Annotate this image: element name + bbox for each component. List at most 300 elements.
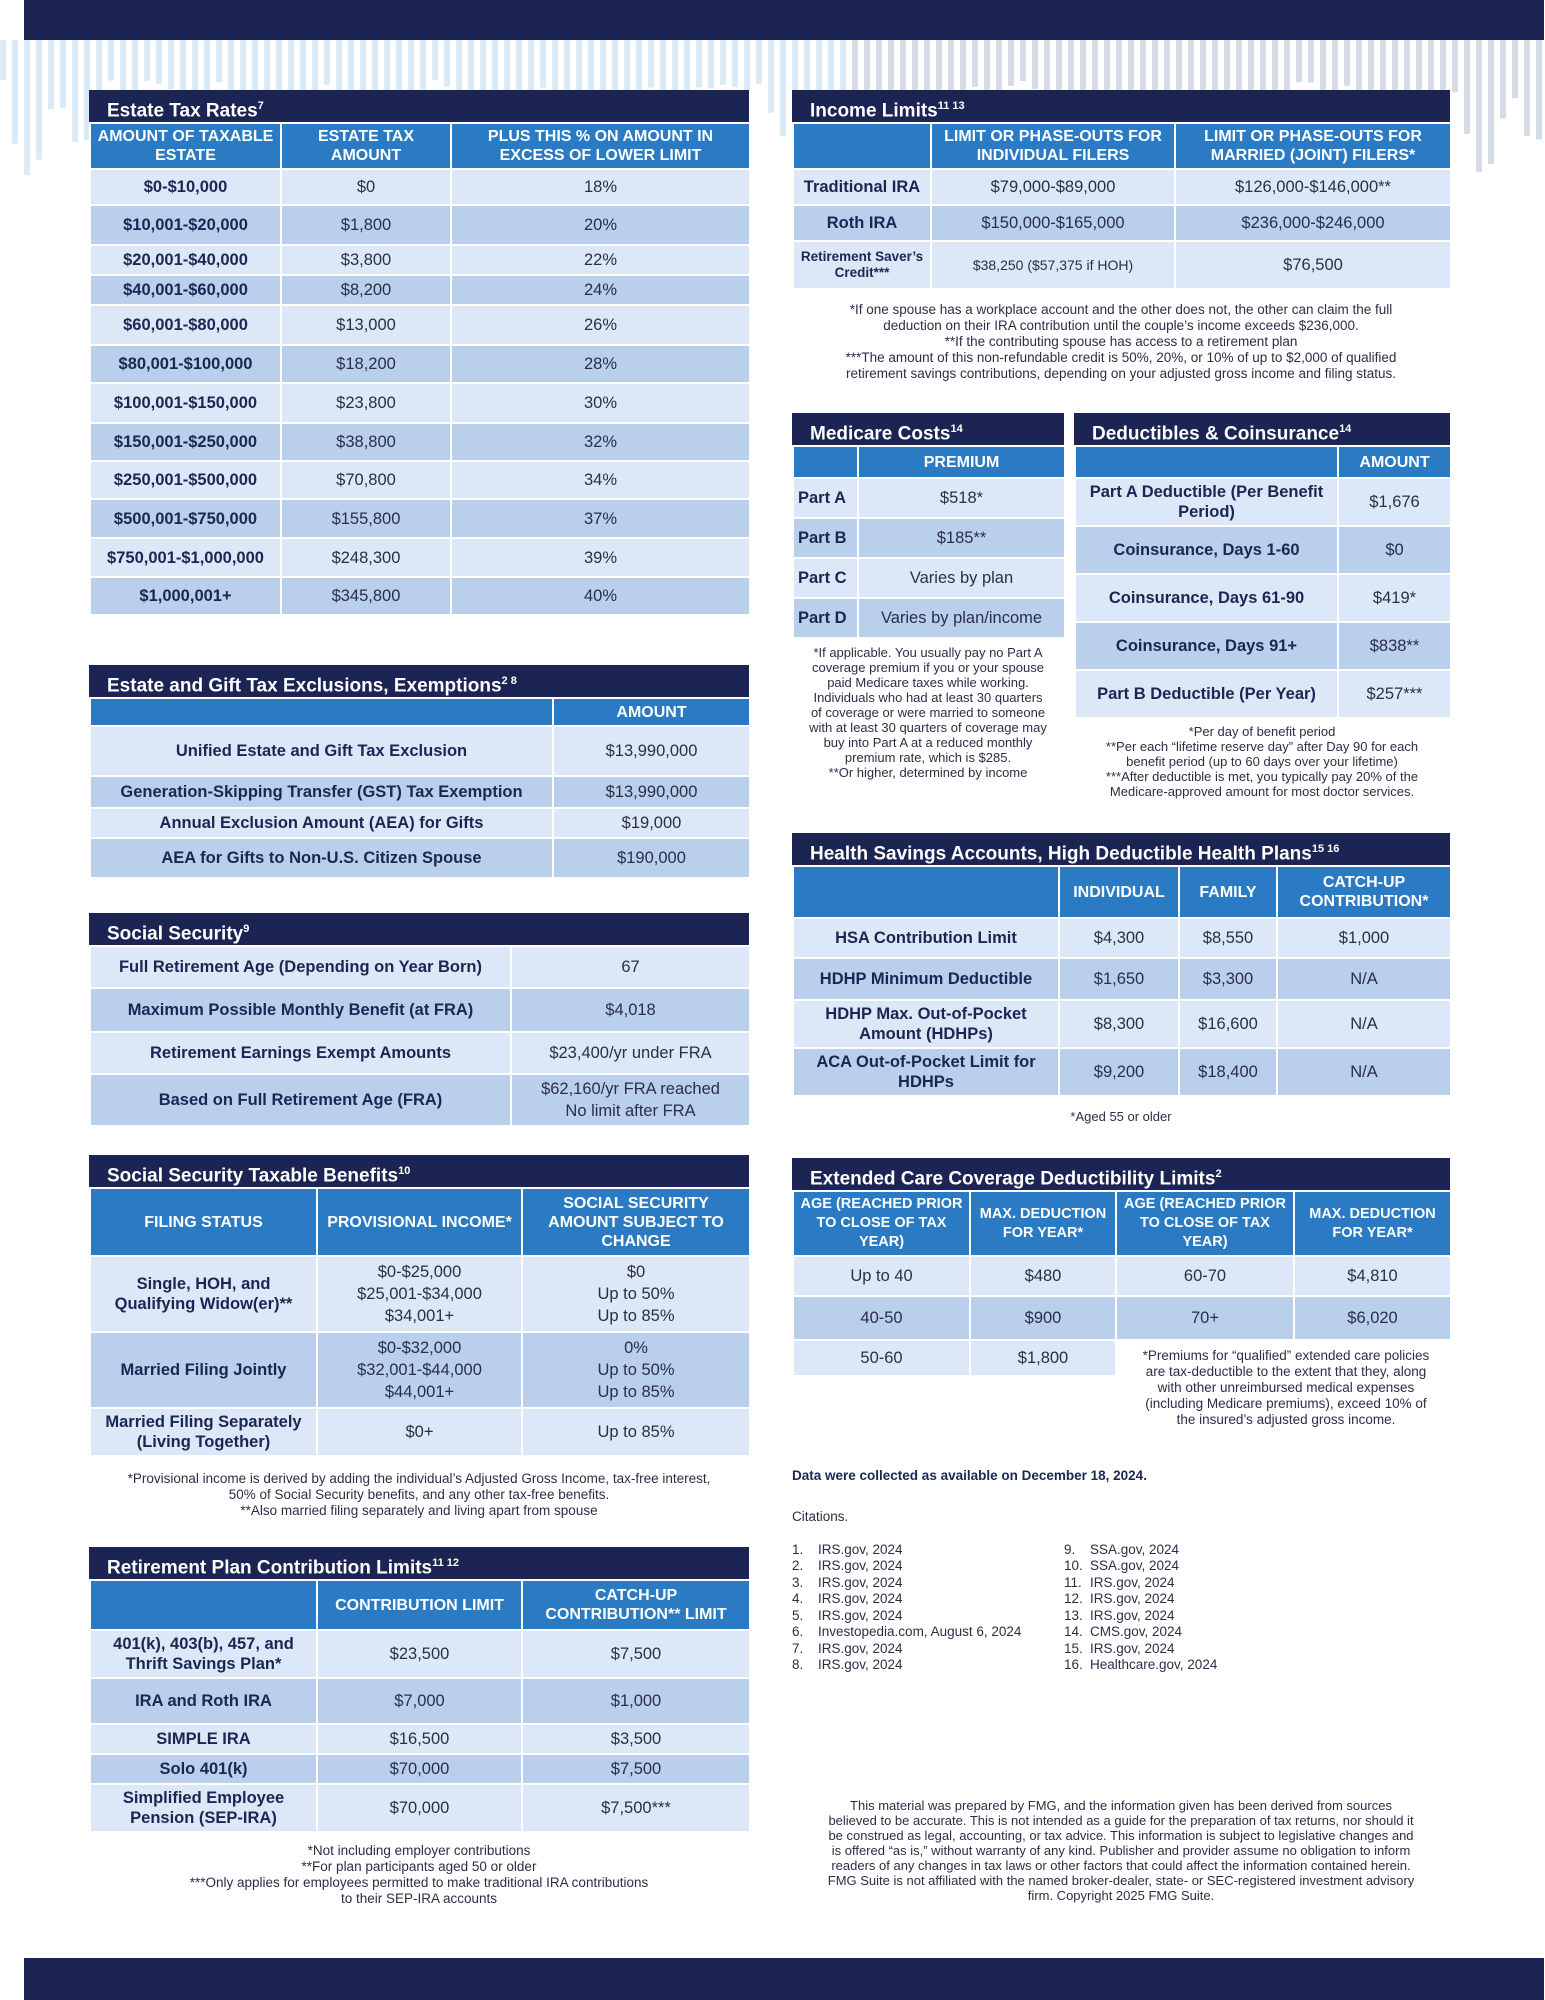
income-limits-header-blank — [793, 123, 931, 169]
citation-number: 3. — [792, 1574, 804, 1590]
age-range-cell: Up to 40 — [793, 1256, 970, 1296]
medicare-note-line: with at least 30 quarters of coverage may — [809, 720, 1047, 735]
contribution-limit-cell: $7,000 — [317, 1678, 522, 1724]
estate-tax-amount-cell: $155,800 — [281, 499, 451, 538]
plan-type-cell: SIMPLE IRA — [90, 1724, 317, 1754]
table-row — [793, 1296, 1451, 1340]
decorative-stripe — [1452, 40, 1458, 92]
hsa-family-cell: $18,400 — [1179, 1048, 1277, 1096]
estate-tax-amount-cell: $70,800 — [281, 461, 451, 499]
disclaimer-line: is offered “as is,” without warranty of any kind. Publisher and provider assume no obligation to inform — [831, 1843, 1411, 1858]
filing-status-cell: Single, HOH, and Qualifying Widow(er)** — [90, 1256, 317, 1332]
decorative-stripe — [432, 40, 438, 80]
ss-value-line: 67 — [621, 958, 640, 976]
deductibles-note-line: Medicare-approved amount for most doctor services. — [1109, 784, 1415, 799]
gift-tax-label-cell: Annual Exclusion Amount (AEA) for Gifts — [90, 808, 553, 838]
deductible-amount-cell: $257*** — [1338, 670, 1451, 718]
ss-value-line: No limit after FRA — [565, 1102, 696, 1120]
deductible-label-cell: Coinsurance, Days 1-60 — [1075, 526, 1338, 574]
income-type-cell: Traditional IRA — [793, 169, 931, 205]
citation-item — [792, 1641, 1021, 1658]
max-deduction-cell: $1,800 — [970, 1340, 1116, 1376]
citation-item — [1064, 1657, 1217, 1674]
medicare-title: Medicare Costs$^{14}$ — [792, 413, 1064, 445]
table-row — [90, 461, 750, 499]
citation-number: 10. — [1064, 1558, 1083, 1573]
estate-tax-section — [89, 90, 749, 616]
estate-tax-amount-cell: $0 — [281, 169, 451, 205]
ss-taxable-note-line: *Provisional income is derived by adding the individual’s Adjusted Gross Income, tax-free interest, — [127, 1471, 711, 1486]
max-deduction-cell: $480 — [970, 1256, 1116, 1296]
hsa-catch-up-cell: N/A — [1277, 1048, 1451, 1096]
estate-rate-cell: 34% — [451, 461, 750, 499]
table-row — [90, 808, 750, 838]
estate-rate-cell: 28% — [451, 345, 750, 383]
decorative-stripe — [708, 40, 714, 88]
table-row — [90, 1408, 750, 1456]
table-row — [793, 918, 1451, 958]
hsa-family-cell: $3,300 — [1179, 958, 1277, 1000]
hsa-label-cell: HDHP Max. Out-of-Pocket Amount (HDHPs) — [793, 1000, 1059, 1048]
catch-up-limit-cell: $7,500*** — [522, 1784, 750, 1832]
citation-item — [1064, 1641, 1217, 1658]
citation-number: 16. — [1064, 1657, 1083, 1672]
catch-up-limit-cell: $1,000 — [522, 1678, 750, 1724]
table-row — [90, 499, 750, 538]
estate-rate-cell: 37% — [451, 499, 750, 538]
income-note-line: retirement savings contributions, depending on your adjusted gross income and filing status. — [845, 366, 1397, 381]
contribution-limit-cell: $70,000 — [317, 1754, 522, 1784]
table-row — [90, 1256, 750, 1332]
hsa-table — [792, 865, 1452, 1097]
estate-range-cell: $0-$10,000 — [90, 169, 281, 205]
joint-limit-cell: $236,000-$246,000 — [1175, 205, 1451, 241]
hsa-family-cell: $16,600 — [1179, 1000, 1277, 1048]
decorative-stripe — [768, 40, 774, 113]
deductibles-notes — [1074, 724, 1450, 799]
gift-tax-title: Estate and Gift Tax Exclusions, Exemptions$^{2 8}$ — [89, 665, 749, 697]
income-limits-header: LIMIT OR PHASE-OUTS FOR MARRIED (JOINT) FILERS* — [1175, 123, 1451, 169]
hsa-header: CATCH-UP CONTRIBUTION* — [1277, 866, 1451, 918]
decorative-stripe — [696, 40, 702, 87]
filing-status-cell: Married Filing Separately (Living Together) — [90, 1408, 317, 1456]
citation-item — [1064, 1575, 1217, 1592]
decorative-stripe — [324, 40, 330, 85]
citation-source: IRS.gov, 2024 — [1090, 1591, 1175, 1606]
decorative-stripe — [1284, 40, 1290, 91]
hsa-catch-up-cell: N/A — [1277, 958, 1451, 1000]
citation-source: IRS.gov, 2024 — [1090, 1640, 1175, 1656]
citation-source: CMS.gov, 2024 — [1090, 1624, 1183, 1639]
ss-taxable-section — [89, 1155, 749, 1519]
medicare-header: PREMIUM — [858, 446, 1065, 478]
ss-amount-line: Up to 85% — [597, 1307, 675, 1325]
citation-item — [1064, 1608, 1217, 1625]
extended-care-title: Extended Care Coverage Deductibility Limits$^2$ — [792, 1158, 1450, 1190]
citation-source: SSA.gov, 2024 — [1090, 1558, 1180, 1573]
medicare-note-line: coverage premium if you or your spouse — [812, 660, 1044, 675]
table-row — [90, 776, 750, 808]
table-row — [793, 169, 1451, 205]
decorative-stripe — [120, 40, 126, 98]
max-deduction-cell: $4,810 — [1294, 1256, 1451, 1296]
ss-amount-line: Up to 85% — [597, 1383, 675, 1401]
decorative-stripe — [732, 40, 738, 87]
decorative-stripe — [1308, 40, 1314, 83]
citation-item — [1064, 1558, 1217, 1575]
citation-source: Healthcare.gov, 2024 — [1090, 1657, 1218, 1672]
extended-care-note-line: with other unreimbursed medical expenses — [1157, 1380, 1415, 1395]
individual-limit-cell: $38,250 ($57,375 if HOH) — [931, 241, 1175, 289]
ss-amount-cell — [522, 1408, 750, 1456]
ss-value-cell — [511, 988, 750, 1032]
data-note: Data were collected as available on December 18, 2024. — [792, 1468, 1147, 1483]
decorative-stripe — [804, 40, 810, 97]
disclaimer-line: readers of any changes in tax laws or other factors that could affect the information contained herein. — [831, 1858, 1411, 1873]
citation-number: 1. — [792, 1541, 804, 1557]
citation-source: IRS.gov, 2024 — [818, 1591, 903, 1606]
provisional-income-line: $25,001-$34,000 — [357, 1285, 482, 1303]
joint-limit-cell: $76,500 — [1175, 241, 1451, 289]
estate-rate-cell: 32% — [451, 423, 750, 461]
gift-tax-label-cell: Unified Estate and Gift Tax Exclusion — [90, 726, 553, 776]
decorative-stripe — [1188, 40, 1194, 98]
estate-tax-amount-cell: $3,800 — [281, 245, 451, 275]
ss-value-cell — [511, 946, 750, 988]
gift-tax-amount-cell: $190,000 — [553, 838, 750, 878]
citation-item — [792, 1542, 1021, 1559]
citation-source: IRS.gov, 2024 — [818, 1607, 903, 1623]
decorative-stripe — [216, 40, 222, 82]
deductible-label-cell: Part B Deductible (Per Year) — [1075, 670, 1338, 718]
citations-right — [1064, 1542, 1217, 1674]
decorative-stripe — [1344, 40, 1350, 86]
estate-tax-amount-cell: $345,800 — [281, 577, 451, 615]
decorative-stripe — [0, 40, 6, 80]
income-limits-notes — [792, 302, 1450, 382]
citation-source: IRS.gov, 2024 — [1090, 1574, 1175, 1590]
disclaimer-line: believed to be accurate. This is not intended as a guide for the preparation of tax returns, nor should it — [828, 1813, 1414, 1828]
citation-source: SSA.gov, 2024 — [1090, 1541, 1180, 1557]
citation-source: IRS.gov, 2024 — [818, 1558, 903, 1573]
provisional-income-line: $0-$32,000 — [377, 1339, 462, 1357]
disclaimer — [792, 1798, 1450, 1903]
decorative-stripe — [1320, 40, 1326, 96]
retirement-note-line: to their SEP-IRA accounts — [340, 1891, 498, 1906]
estate-rate-cell: 20% — [451, 205, 750, 245]
citation-number: 14. — [1064, 1624, 1083, 1639]
decorative-stripe — [972, 40, 978, 87]
deductible-label-cell: Coinsurance, Days 91+ — [1075, 622, 1338, 670]
income-limits-table — [792, 122, 1452, 290]
table-row — [90, 538, 750, 577]
gift-tax-header-blank — [90, 698, 553, 726]
deductibles-title: Deductibles & Coinsurance$^{14}$ — [1074, 413, 1450, 445]
decorative-stripe — [132, 40, 138, 94]
income-limits-section — [792, 90, 1450, 382]
estate-range-cell: $750,001-$1,000,000 — [90, 538, 281, 577]
citation-number: 12. — [1064, 1591, 1083, 1606]
deductible-amount-cell: $838** — [1338, 622, 1451, 670]
retirement-note-line: ***Only applies for employees permitted to make traditional IRA contributions — [189, 1875, 649, 1890]
extended-care-header: AGE (REACHED PRIOR TO CLOSE OF TAX YEAR) — [1116, 1191, 1294, 1256]
decorative-stripe — [1488, 40, 1494, 164]
decorative-stripe — [1464, 40, 1470, 134]
medicare-note-line: buy into Part A at a reduced monthly — [823, 735, 1033, 750]
hsa-individual-cell: $4,300 — [1059, 918, 1179, 958]
citation-number: 4. — [792, 1591, 804, 1606]
citation-number: 5. — [792, 1607, 804, 1623]
decorative-stripe — [480, 40, 486, 93]
table-row — [793, 958, 1451, 1000]
decorative-stripe — [1008, 40, 1014, 86]
table-row — [90, 345, 750, 383]
provisional-income-cell — [317, 1332, 522, 1408]
citation-number: 8. — [792, 1657, 804, 1672]
retirement-plan-header: CATCH-UP CONTRIBUTION** LIMIT — [522, 1580, 750, 1630]
gift-tax-label-cell: AEA for Gifts to Non-U.S. Citizen Spouse — [90, 838, 553, 878]
retirement-note-line: **For plan participants aged 50 or older — [301, 1859, 537, 1874]
medicare-part-cell: Part A — [793, 478, 858, 518]
hsa-note: *Aged 55 or older — [1070, 1109, 1172, 1124]
citation-number: 9. — [1064, 1541, 1076, 1557]
decorative-stripe — [36, 40, 42, 160]
income-type-cell: Roth IRA — [793, 205, 931, 241]
table-row — [793, 205, 1451, 241]
deductibles-header: AMOUNT — [1338, 446, 1451, 478]
hsa-header: INDIVIDUAL — [1059, 866, 1179, 918]
retirement-plan-header: CONTRIBUTION LIMIT — [317, 1580, 522, 1630]
table-row — [90, 423, 750, 461]
medicare-note-line: **Or higher, determined by income — [828, 765, 1028, 780]
citation-item — [792, 1657, 1021, 1674]
hsa-label-cell: HSA Contribution Limit — [793, 918, 1059, 958]
plan-type-cell: Simplified Employee Pension (SEP-IRA) — [90, 1784, 317, 1832]
decorative-stripe — [648, 40, 654, 87]
top-banner — [24, 0, 1544, 40]
gift-tax-table — [89, 697, 751, 879]
hsa-title: Health Savings Accounts, High Deductible Health Plans$^{15 16}$ — [792, 833, 1450, 865]
citation-source: IRS.gov, 2024 — [818, 1657, 903, 1672]
hsa-header: FAMILY — [1179, 866, 1277, 918]
decorative-stripe — [420, 40, 426, 90]
table-row — [90, 1784, 750, 1832]
table-row — [90, 1724, 750, 1754]
medicare-part-cell: Part D — [793, 598, 858, 638]
decorative-stripe — [144, 40, 150, 81]
ss-amount-cell — [522, 1256, 750, 1332]
deductibles-table — [1074, 445, 1452, 719]
table-row — [90, 275, 750, 305]
medicare-note-line: of coverage or were married to someone — [810, 705, 1046, 720]
citation-number: 11. — [1064, 1574, 1082, 1590]
ss-value-line: $23,400/yr under FRA — [549, 1044, 712, 1062]
ss-taxable-header: PROVISIONAL INCOME* — [317, 1188, 522, 1256]
table-row — [90, 1332, 750, 1408]
estate-rate-cell: 18% — [451, 169, 750, 205]
estate-tax-header: PLUS THIS % ON AMOUNT IN EXCESS OF LOWER LIMIT — [451, 123, 750, 169]
table-row — [793, 598, 1065, 638]
table-row — [90, 838, 750, 878]
joint-limit-cell: $126,000-$146,000** — [1175, 169, 1451, 205]
decorative-stripe — [12, 40, 18, 144]
plan-type-cell: Solo 401(k) — [90, 1754, 317, 1784]
hsa-label-cell: ACA Out-of-Pocket Limit for HDHPs — [793, 1048, 1059, 1096]
medicare-premium-cell: Varies by plan/income — [858, 598, 1065, 638]
citation-item — [792, 1575, 1021, 1592]
deductibles-note-line: *Per day of benefit period — [1188, 724, 1336, 739]
medicare-note-line: Individuals who had at least 30 quarters — [813, 690, 1043, 705]
ss-taxable-header: FILING STATUS — [90, 1188, 317, 1256]
retirement-plan-header-blank — [90, 1580, 317, 1630]
retirement-plan-section — [89, 1547, 749, 1907]
citation-source: IRS.gov, 2024 — [818, 1541, 903, 1557]
contribution-limit-cell: $16,500 — [317, 1724, 522, 1754]
estate-rate-cell: 22% — [451, 245, 750, 275]
table-row — [1075, 574, 1451, 622]
ss-taxable-header: SOCIAL SECURITY AMOUNT SUBJECT TO CHANGE — [522, 1188, 750, 1256]
medicare-part-cell: Part B — [793, 518, 858, 558]
citation-number: 7. — [792, 1640, 804, 1656]
ss-value-cell — [511, 1074, 750, 1126]
age-range-cell: 50-60 — [793, 1340, 970, 1376]
ss-taxable-note-line: **Also married filing separately and living apart from spouse — [240, 1503, 598, 1518]
disclaimer-line: FMG Suite is not affiliated with the named broker-dealer, state- or SEC-registered investment advisory — [827, 1873, 1415, 1888]
decorative-stripe — [1236, 40, 1242, 91]
ss-taxable-notes — [89, 1471, 749, 1519]
estate-tax-title: Estate Tax Rates$^7$ — [89, 90, 749, 122]
table-row — [90, 305, 750, 345]
decorative-stripe — [1032, 40, 1038, 89]
estate-rate-cell: 24% — [451, 275, 750, 305]
citations-label: Citations. — [792, 1509, 849, 1524]
deductibles-note-line: benefit period (up to 60 days over your lifetime) — [1126, 754, 1398, 769]
gift-tax-amount-cell: $19,000 — [553, 808, 750, 838]
table-row — [90, 205, 750, 245]
income-type-cell: Retirement Saver’s Credit*** — [793, 241, 931, 289]
estate-range-cell: $20,001-$40,000 — [90, 245, 281, 275]
citation-item — [1064, 1624, 1217, 1641]
medicare-header-blank — [793, 446, 858, 478]
table-row — [90, 988, 750, 1032]
deductibles-header-blank — [1075, 446, 1338, 478]
medicare-note-line: *If applicable. You usually pay no Part A — [813, 645, 1043, 660]
plan-type-cell: 401(k), 403(b), 457, and Thrift Savings Plan* — [90, 1630, 317, 1678]
decorative-stripe — [444, 40, 450, 87]
contribution-limit-cell: $70,000 — [317, 1784, 522, 1832]
income-note-line: ***The amount of this non-refundable credit is 50%, 20%, or 10% of up to $2,000 of qualified — [845, 350, 1397, 365]
medicare-note-line: paid Medicare taxes while working. — [827, 675, 1029, 690]
ss-taxable-table — [89, 1187, 751, 1457]
deductibles-note-line: ***After deductible is met, you typically pay 20% of the — [1105, 769, 1419, 784]
estate-tax-header: AMOUNT OF TAXABLE ESTATE — [90, 123, 281, 169]
estate-rate-cell: 26% — [451, 305, 750, 345]
medicare-note-line: premium rate, which is $285. — [844, 750, 1012, 765]
estate-range-cell: $60,001-$80,000 — [90, 305, 281, 345]
citation-number: 6. — [792, 1624, 804, 1639]
table-row — [90, 1754, 750, 1784]
hsa-catch-up-cell: $1,000 — [1277, 918, 1451, 958]
table-row — [793, 241, 1451, 289]
gift-tax-amount-cell: $13,990,000 — [553, 726, 750, 776]
citations-section — [792, 1468, 1450, 1682]
decorative-stripe — [1080, 40, 1086, 91]
provisional-income-line: $44,001+ — [384, 1383, 455, 1401]
hsa-section — [792, 833, 1450, 1124]
decorative-stripe — [1500, 40, 1506, 118]
decorative-stripe — [744, 40, 750, 91]
estate-range-cell: $250,001-$500,000 — [90, 461, 281, 499]
estate-tax-amount-cell: $18,200 — [281, 345, 451, 383]
age-range-cell: 60-70 — [1116, 1256, 1294, 1296]
citation-source: IRS.gov, 2024 — [818, 1574, 903, 1590]
plan-type-cell: IRA and Roth IRA — [90, 1678, 317, 1724]
bottom-banner — [24, 1958, 1544, 2000]
citation-item — [792, 1591, 1021, 1608]
medicare-premium-cell: Varies by plan — [858, 558, 1065, 598]
hsa-individual-cell: $9,200 — [1059, 1048, 1179, 1096]
ss-amount-line: Up to 85% — [597, 1423, 675, 1441]
table-row — [90, 726, 750, 776]
income-limits-title: Income Limits$^{11 13}$ — [792, 90, 1450, 122]
estate-tax-amount-cell: $248,300 — [281, 538, 451, 577]
age-range-cell: 70+ — [1116, 1296, 1294, 1340]
estate-range-cell: $150,001-$250,000 — [90, 423, 281, 461]
deductible-amount-cell: $0 — [1338, 526, 1451, 574]
ss-label-cell: Retirement Earnings Exempt Amounts — [90, 1032, 511, 1074]
citation-source: Investopedia.com, August 6, 2024 — [818, 1624, 1022, 1639]
disclaimer-line: be construed as legal, accounting, or tax advice. This information is subject to legislative changes and — [828, 1828, 1414, 1843]
provisional-income-line: $0+ — [405, 1423, 434, 1441]
catch-up-limit-cell: $7,500 — [522, 1754, 750, 1784]
ss-taxable-note-line: 50% of Social Security benefits, and any other tax-free benefits. — [228, 1487, 610, 1502]
gift-tax-amount-cell: $13,990,000 — [553, 776, 750, 808]
medicare-part-cell: Part C — [793, 558, 858, 598]
ss-amount-line: Up to 50% — [597, 1285, 675, 1303]
estate-range-cell: $10,001-$20,000 — [90, 205, 281, 245]
hsa-header-blank — [793, 866, 1059, 918]
deductible-amount-cell: $419* — [1338, 574, 1451, 622]
estate-range-cell: $500,001-$750,000 — [90, 499, 281, 538]
decorative-stripe — [720, 40, 726, 85]
extended-care-notes — [1122, 1348, 1450, 1428]
medicare-table — [792, 445, 1066, 639]
disclaimer-line: firm. Copyright 2025 FMG Suite. — [1027, 1888, 1215, 1903]
ss-amount-line: Up to 50% — [597, 1361, 675, 1379]
disclaimer-line: This material was prepared by FMG, and the information given has been derived from sources — [850, 1798, 1392, 1813]
citation-item — [792, 1624, 1021, 1641]
decorative-stripe — [1296, 40, 1302, 82]
ss-label-cell: Maximum Possible Monthly Benefit (at FRA) — [90, 988, 511, 1032]
decorative-stripe — [72, 40, 78, 142]
contribution-limit-cell: $23,500 — [317, 1630, 522, 1678]
retirement-note-line: *Not including employer contributions — [307, 1843, 531, 1858]
income-note-line: deduction on their IRA contribution until the couple’s income exceeds $236,000. — [883, 318, 1359, 333]
deductible-label-cell: Part A Deductible (Per Benefit Period) — [1075, 478, 1338, 526]
income-note-line: *If one spouse has a workplace account and the other does not, the other can claim the full — [849, 302, 1393, 317]
table-row — [1075, 622, 1451, 670]
table-row — [793, 1048, 1451, 1096]
gift-tax-label-cell: Generation-Skipping Transfer (GST) Tax Exemption — [90, 776, 553, 808]
estate-tax-amount-cell: $13,000 — [281, 305, 451, 345]
decorative-stripe — [1536, 40, 1542, 139]
decorative-stripe — [1524, 40, 1530, 136]
provisional-income-line: $32,001-$44,000 — [357, 1361, 482, 1379]
extended-care-note-line: are tax-deductible to the extent that they, along — [1145, 1364, 1427, 1379]
max-deduction-cell: $900 — [970, 1296, 1116, 1340]
extended-care-header: AGE (REACHED PRIOR TO CLOSE OF TAX YEAR) — [793, 1191, 970, 1256]
decorative-stripe — [48, 40, 54, 109]
